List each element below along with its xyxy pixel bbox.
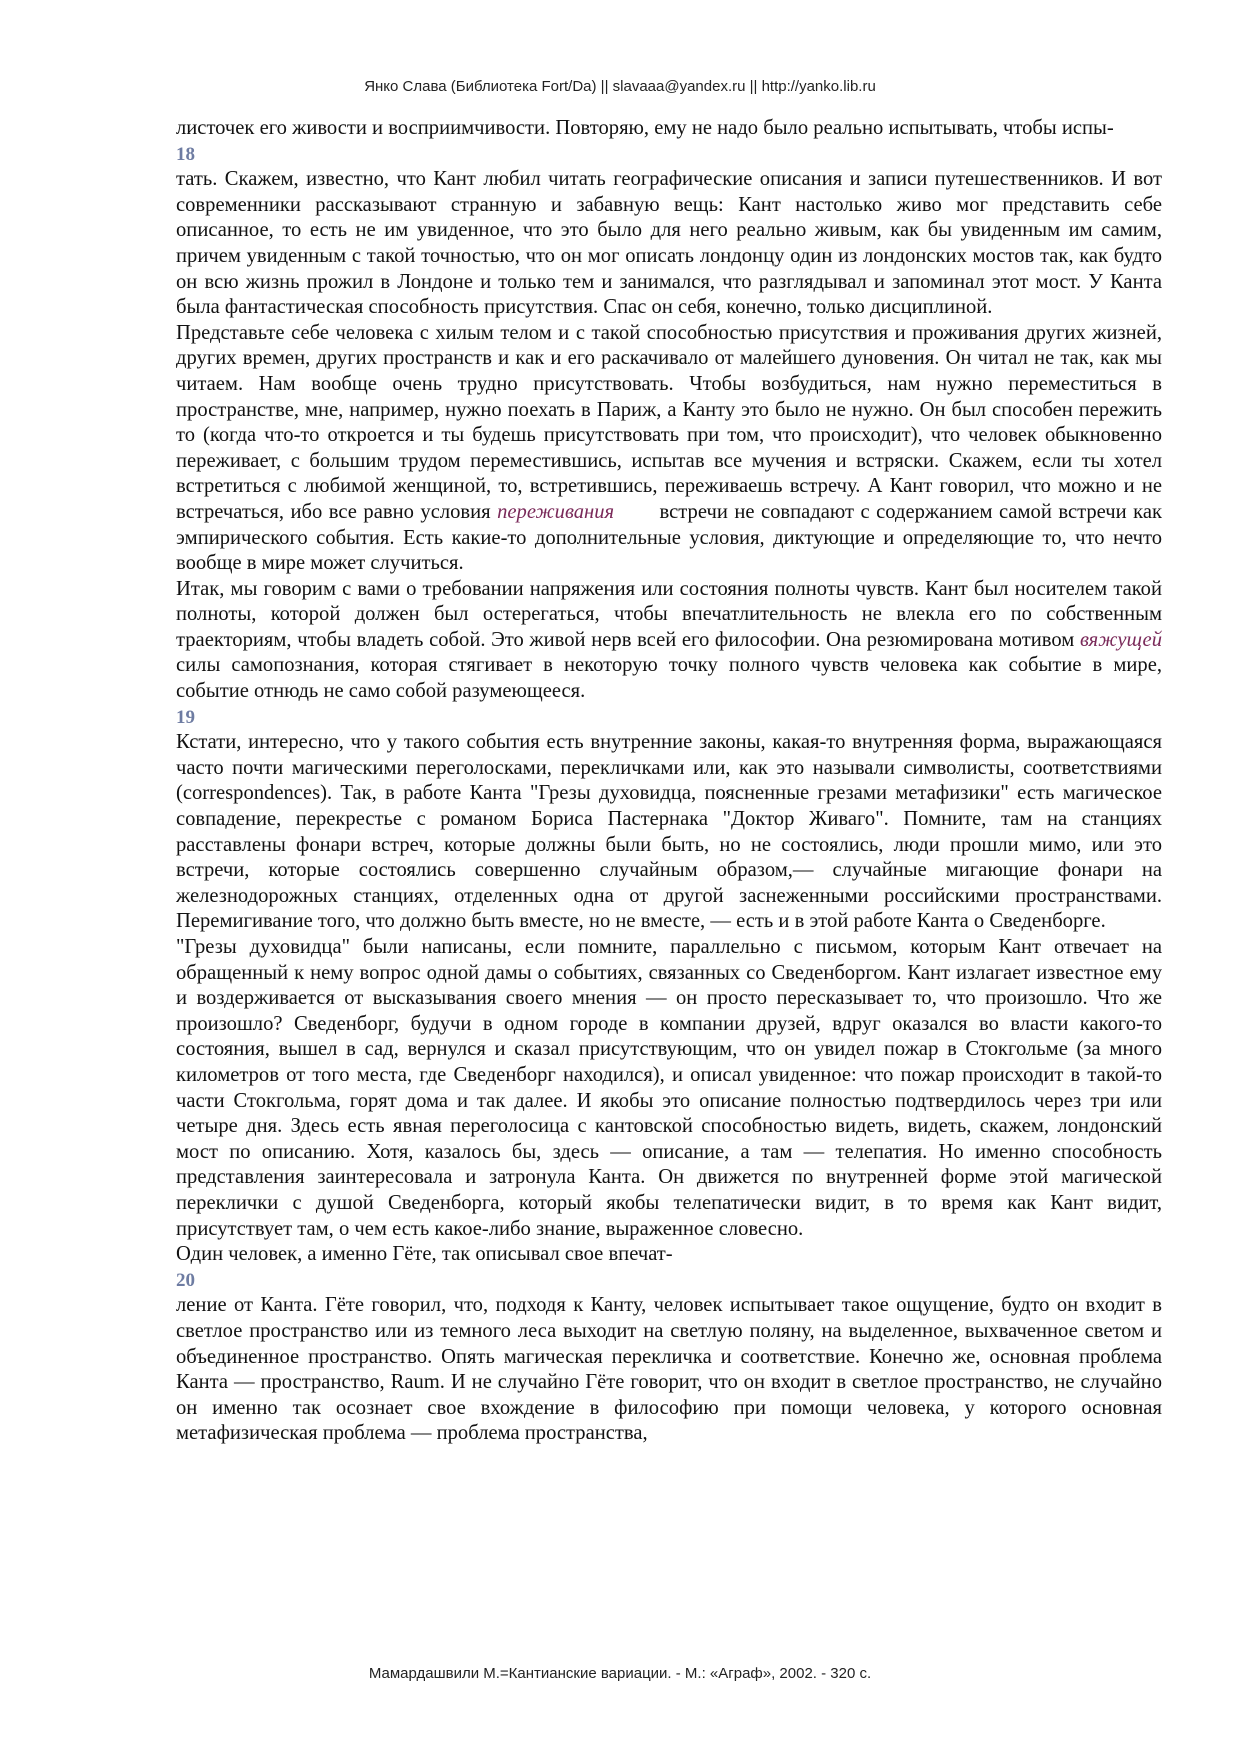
paragraph-3-text-a: Представьте себе человека с хилым телом и с такой способностью присутствия и проживания других жизней, других времен, других пространств и как и его раскачивало от малейшего дуновения. Он читал не так, как мы читаем. Нам вообще очень трудно присутствовать. Чтобы возбудиться, нам нужно переместиться в пространстве, мне, например, нужно поехать в Париж, а Канту это было не нужно. Он был способен пережить то (когда что-то откроется и ты будешь присутствовать при том, что происходит), что человек обыкновенно переживает, с большим трудом переместившись, испытав все мучения и встряски. Скажем, если ты хотел встретиться с любимой женщиной, то, встретившись, переживаешь встречу. А Кант говорил, что можно и не встречаться, ибо все равно условия: [176, 321, 1162, 523]
document-body: [176, 116, 1168, 1447]
paragraph-2: тать. Скажем, известно, что Кант любил читать географические описания и записи путешественников. И вот современники рассказывают странную и забавную вещь: Кант настолько живо мог представить себе описанное, то есть не им увиденное, что это было для него реально живым, как бы увиденным им самим, причем увиденным с такой точностью, что он мог описать лондонцу один из лондонских мостов так, как будто он всю жизнь прожил в Лондоне и только тем и занимался, что разглядывал и запоминал этот мост. У Канта была фантастическая способность присутствия. Спас он себя, конечно, только дисциплиной.: [176, 168, 1162, 319]
paragraph-1: листочек его живости и восприимчивости. Повторяю, ему не надо было реально испытывать, чтобы испы-: [176, 117, 1114, 139]
page-header: Янко Слава (Библиотека Fort/Da) || slavaaa@yandex.ru || http://yanko.lib.ru: [364, 78, 876, 95]
paragraph-5: Кстати, интересно, что у такого события есть внутренние законы, какая-то внутренняя форма, выражающаяся часто почти магическими переголосками, перекличками или, как это называли символисты, соответствиями (correspondences). Так, в работе Канта "Грезы духовидца, поясненные грезами метафизики" есть магическое совпадение, перекрестье с романом Бориса Пастернака "Доктор Живаго". Помните, там на станциях расставлены фонари встреч, которые должны были быть, но не состоялись, люди прошли мимо, или это встречи, которые состоялись совершенно случайным образом,— случайные мигающие фонари на железнодорожных станциях, отделенных одна от другой заснеженными российскими пространствами. Перемигивание того, что должно быть вместе, но не вместе, — есть и в этой работе Канта о Сведенборге.: [176, 731, 1162, 933]
paragraph-4-text-a: Итак, мы говорим с вами о требовании напряжения или состояния полноты чувств. Кант был носителем такой полноты, которой должен был остерегаться, чтобы впечатлительность не влекла его по собственным траекториям, чтобы владеть собой. Это живой нерв всей его философии. Она резюмирована мотивом: [176, 577, 1162, 651]
page-number-20: 20: [176, 1269, 195, 1291]
page-footer: Мамардашвили М.=Кантианские вариации. - М.: «Аграф», 2002. - 320 с.: [368, 1665, 872, 1682]
paragraph-4-text-b: силы самопознания, которая стягивает в некоторую точку полного чувств человека как событие в мире, событие отнюдь не само собой разумеющееся.: [176, 654, 1162, 703]
term-perezhivaniya: переживания: [497, 500, 615, 523]
paragraph-6: "Грезы духовидца" были написаны, если помните, параллельно с письмом, которым Кант отвечает на обращенный к нему вопрос одной дамы о событиях, связанных со Сведенборгом. Кант излагает известное ему и воздерживается от высказывания своего мнения — он просто пересказывает то, что произошло. Что же произошло? Сведенборг, будучи в одном городе в компании друзей, вдруг оказался во власти какого-то состояния, вышел в сад, вернулся и сказал присутствующим, что он увидел пожар в Стокгольме (за много километров от того места, где Сведенборг находился), и описал увиденное: что пожар происходит в такой-то части Стокгольма, горят дома и так далее. И якобы это описание полностью подтвердилось через три или четыре дня. Здесь есть явная переголосица с кантовской способностью видеть, видеть, скажем, лондонский мост по описанию. Хотя, казалось бы, здесь — описание, а там — телепатия. Но именно способность представления заинтересовала и затронула Канта. Он движется по внутренней форме этой магической переклички с душой Сведенборга, который якобы телепатически видит, в то время как Кант видит, присутствует там, о чем есть какое-либо знание, выраженное словесно.: [176, 936, 1162, 1240]
page-number-19: 19: [176, 706, 195, 728]
term-vyazhushchei: вяжущей: [1079, 628, 1162, 651]
page-number-18: 18: [176, 143, 195, 165]
paragraph-3-text-b: встречи не совпадают с содержанием самой встречи как эмпирического события. Есть какие-то дополнительные условия, диктующие и определяющие то, что нечто вообще в мире может случиться.: [176, 500, 1168, 575]
paragraph-3: [176, 321, 1168, 577]
paragraph-4: [176, 577, 1162, 705]
paragraph-7: Один человек, а именно Гёте, так описывал свое впечат-: [176, 1243, 673, 1266]
paragraph-8: ление от Канта. Гёте говорил, что, подходя к Канту, человек испытывает такое ощущение, будто он входит в светлое пространство или из темного леса выходит на светлую поляну, на выделенное, выхваченное светом и объединенное пространство. Опять магическая перекличка и соответствие. Конечно же, основная проблема Канта — пространство, Raum. И не случайно Гёте говорит, что он входит в светлое пространство, не случайно он именно так осознает свое вхождение в философию при помощи человека, у которого основная метафизическая проблема — проблема пространства,: [176, 1294, 1162, 1445]
